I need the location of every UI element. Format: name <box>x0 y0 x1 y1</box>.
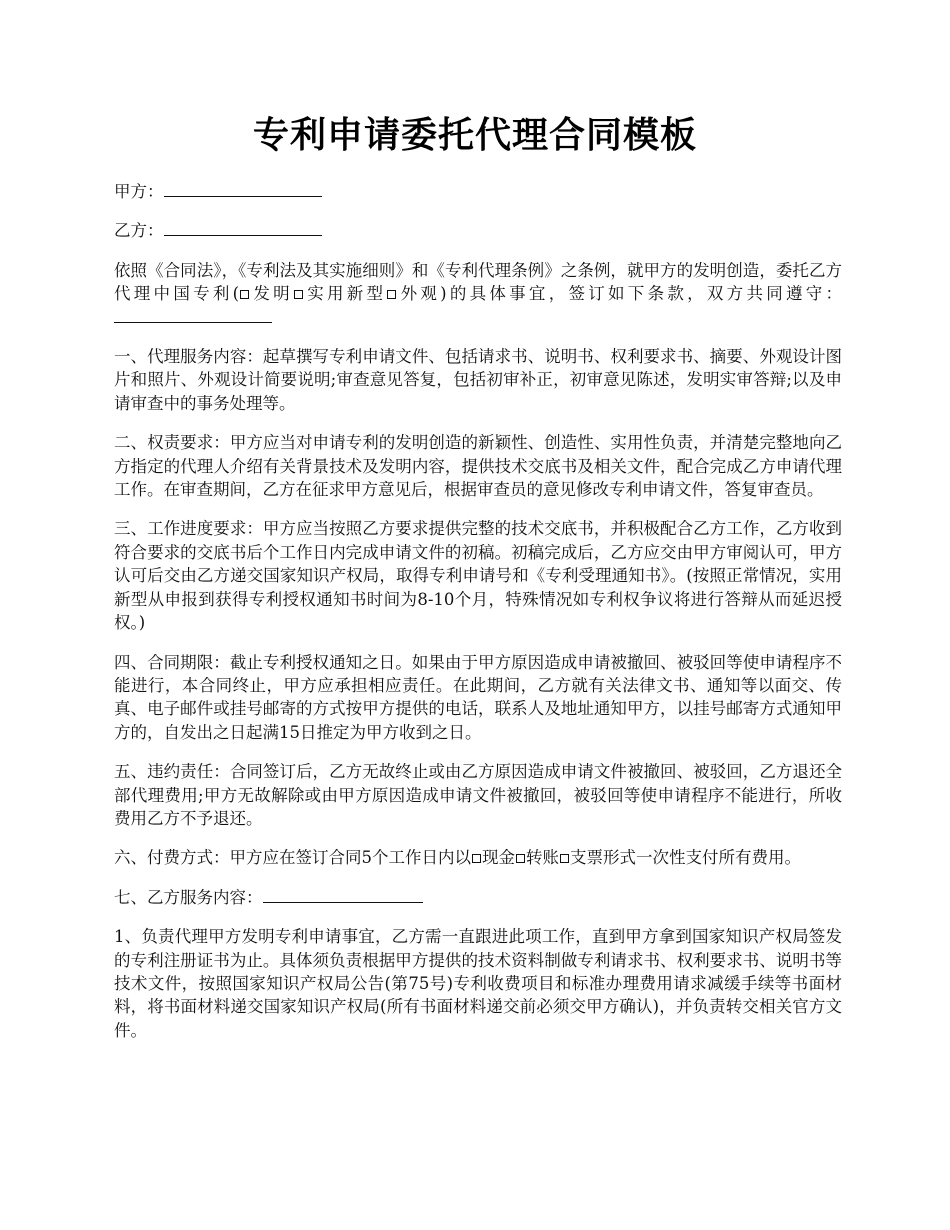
checkbox-icon <box>472 854 481 863</box>
checkbox-icon <box>240 290 249 299</box>
payment-option-cash: 现金 <box>482 848 515 868</box>
clause-7-blank <box>263 888 423 903</box>
clause-7 <box>114 886 842 909</box>
clause-6-text-b: 支票形式一次性支付所有费用。 <box>570 848 801 868</box>
party-a-line <box>114 180 842 203</box>
clause-5: 五、违约责任：合同签订后，乙方无故终止或由乙方原因造成申请文件被撤回、被驳回，乙方退还全部代理费用;甲方无故解除或由甲方原因造成申请文件被撤回，被驳回等使申请程序不能进行，所收费用乙方不予退还。 <box>114 762 842 828</box>
intro-blank <box>114 308 272 323</box>
party-a-blank <box>164 182 322 197</box>
clause-7-label: 七、乙方服务内容： <box>114 887 263 907</box>
intro-text-1: 依照《合同法》，《专利法及其实施细则》和《专利代理条例》之条例，就甲方的发明创造，委托乙方代理中国专利( <box>114 260 842 304</box>
payment-option-transfer: 转账 <box>526 848 559 868</box>
checkbox-icon <box>387 290 396 299</box>
clause-6 <box>114 846 842 869</box>
intro-text-2: )的具体事宜，签订如下条款，双方共同遵守： <box>440 284 843 304</box>
party-b-line <box>114 219 842 242</box>
party-b-blank <box>164 221 322 236</box>
intro-option-utility: 实用新型 <box>303 284 387 304</box>
clause-1: 一、代理服务内容：起草撰写专利申请文件、包括请求书、说明书、权利要求书、摘要、外观设计图片和照片、外观设计简要说明;审查意见答复，包括初审补正，初审意见陈述，发明实审答辩;以及申请审查中的事务处理等。 <box>114 347 842 413</box>
document-body <box>114 180 842 1058</box>
intro-option-invention: 发明 <box>250 284 293 304</box>
checkbox-icon <box>294 290 303 299</box>
clause-3: 三、工作进度要求：甲方应当按照乙方要求提供完整的技术交底书，并积极配合乙方工作，乙方收到符合要求的交底书后个工作日内完成申请文件的初稿。初稿完成后，乙方应交由甲方审阅认可，甲方认可后交由乙方递交国家知识产权局，取得专利申请号和《专利受理通知书》。(按照正常情况，实用新型从申报到获得专利授权通知书时间为8-10个月，特殊情况如专利权争议将进行答辩从而延迟授权。) <box>114 519 842 633</box>
checkbox-icon <box>560 854 569 863</box>
clause-2: 二、权责要求：甲方应当对申请专利的发明创造的新颖性、创造性、实用性负责，并清楚完整地向乙方指定的代理人介绍有关背景技术及发明内容，提供技术交底书及相关文件，配合完成乙方申请代理工作。在审查期间，乙方在征求甲方意见后，根据审查员的意见修改专利申请文件，答复审查员。 <box>114 433 842 500</box>
service-item-1: 1、负责代理甲方发明专利申请事宜，乙方需一直跟进此项工作，直到甲方拿到国家知识产权局签发的专利注册证书为止。具体须负责根据甲方提供的技术资料制做专利请求书、权利要求书、说明书等技术文件，按照国家知识产权局公告(第75号)专利收费项目和标准办理费用请求减缓手续等书面材料，将书面材料递交国家知识产权局(所有书面材料递交前必须交甲方确认)，并负责转交相关官方文件。 <box>114 927 842 1040</box>
clause-4: 四、合同期限：截止专利授权通知之日。如果由于甲方原因造成申请被撤回、被驳回等使申请程序不能进行，本合同终止，甲方应承担相应责任。在此期间，乙方就有关法律文书、通知等以面交、传真、电子邮件或挂号邮寄的方式按甲方提供的电话，联系人及地址通知甲方，以挂号邮寄方式通知甲方的，自发出之日起满15日推定为甲方收到之日。 <box>114 652 842 742</box>
intro-paragraph <box>114 259 842 329</box>
party-a-label: 甲方： <box>114 182 164 201</box>
document-title: 专利申请委托代理合同模板 <box>252 115 697 156</box>
clause-6-text-a: 六、付费方式：甲方应在签订合同5个工作日内以 <box>114 848 471 868</box>
checkbox-icon <box>516 854 525 863</box>
party-b-label: 乙方： <box>114 221 164 241</box>
intro-option-design: 外观 <box>397 284 441 304</box>
